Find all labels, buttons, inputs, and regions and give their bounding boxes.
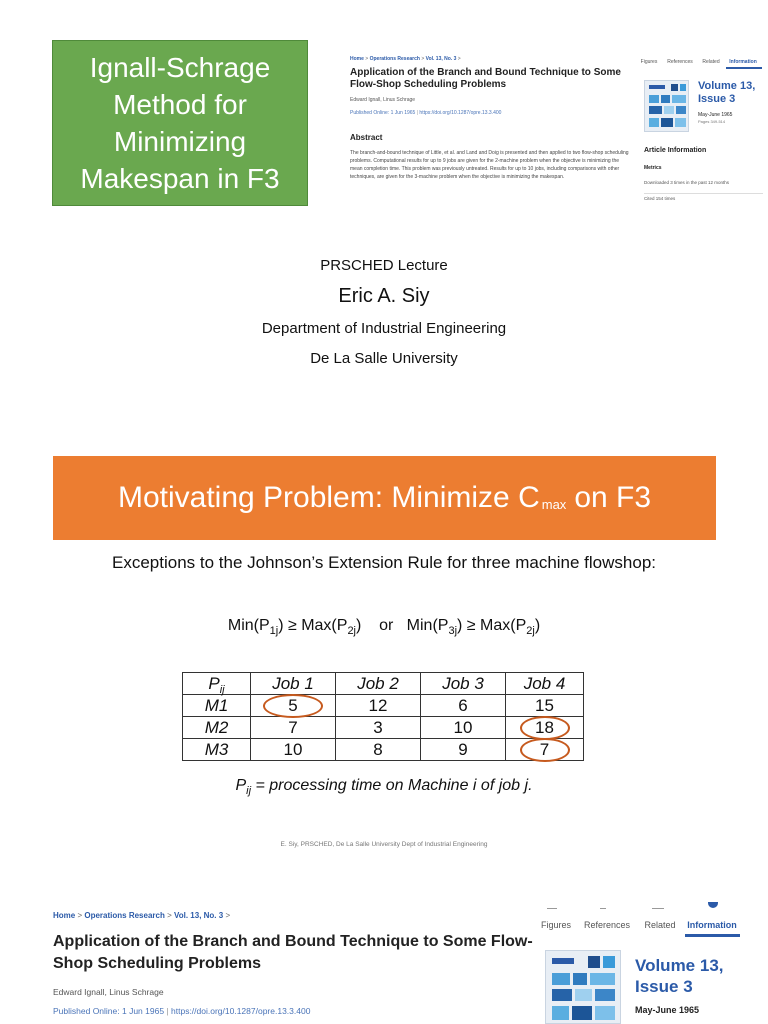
banner-end: on F3 [574,481,652,514]
university-name: De La Salle University [310,350,458,367]
issue-date: May-June 1965 [635,1005,700,1015]
cell-m2-job2: 3 [336,717,421,739]
cell-m3-job1: 10 [251,739,336,761]
processing-time-table [182,672,584,761]
issue-date: May-June 1965 [698,112,733,118]
active-tab-underline [685,934,740,937]
related-icon [652,908,664,909]
active-tab-underline [726,67,762,69]
abstract-heading: Abstract [350,133,383,142]
metrics-divider [644,193,763,194]
article-tabs [535,920,745,930]
figures-icon [547,905,557,909]
tab-figures[interactable]: Figures [640,59,658,65]
highlight-circle [520,738,570,762]
tab-references[interactable]: References [667,59,693,65]
header-job4: Job 4 [506,673,584,695]
tab-information[interactable]: Information [729,59,757,65]
cell-m3-job3: 9 [421,739,506,761]
title-box [52,40,308,206]
volume-label: Volume 13, Issue 3 [698,80,756,105]
breadcrumb-home[interactable]: Home [53,911,76,920]
breadcrumb: Home > Operations Research > Vol. 13, No. 3 > [53,911,231,920]
references-icon [600,905,606,909]
tab-related[interactable]: Related [644,920,676,930]
row-label-m2: M2 [183,717,251,739]
header-job1: Job 1 [251,673,336,695]
table-corner: $P_{ij}$ [183,673,251,695]
slide-footer: E. Siy, PRSCHED, De La Salle University Dept of Industrial Engineering [280,841,488,848]
lecture-label: PRSCHED Lecture [320,257,448,274]
header-job2: Job 2 [336,673,421,695]
cell-m1-job3: 6 [421,695,506,717]
breadcrumb-journal[interactable]: Operations Research [369,56,420,62]
highlight-circle [520,716,570,740]
breadcrumb-home[interactable]: Home [350,56,364,62]
doi-link[interactable]: https://doi.org/10.1287/opre.13.3.400 [171,1006,311,1016]
tab-information[interactable]: Information [687,920,737,930]
banner-subscript: max [541,496,567,512]
exceptions-text: Exceptions to the Johnson’s Extension Rule for three machine flowshop: [112,553,656,572]
tab-figures[interactable]: Figures [540,920,571,930]
metrics-heading: Metrics [644,165,662,171]
johnson-formula: $Min(P_{1j}) \ge Max(P_{2j})$ or $Min(P_{3j}) \ge Max(P_{2j})$ [227,617,541,637]
issue-pages: Pages 349-514 [698,119,726,124]
article-tabs [635,59,765,65]
cell-m2-job1: 7 [251,717,336,739]
table-row [183,695,584,717]
journal-cover [545,950,621,1024]
slide-title: Ignall-Schrage Method for Minimizing Makespan in F3 [80,52,280,194]
cell-m2-job3: 10 [421,717,506,739]
cell-m1-job1: 5 [251,695,336,717]
cell-m1-job2: 12 [336,695,421,717]
article-title: Application of the Branch and Bound Technique to Some Flow-Shop Scheduling Problems [350,67,621,90]
doi-link[interactable]: https://doi.org/10.1287/opre.13.3.400 [419,110,502,116]
table-row [183,717,584,739]
citations-count: Cited 154 times [644,196,676,201]
article-published: Published Online: 1 Jun 1965 | https://doi.org/10.1287/opre.13.3.400 [350,110,502,116]
cell-m3-job2: 8 [336,739,421,761]
breadcrumb-volume[interactable]: Vol. 13, No. 3 [174,911,224,920]
cell-m2-job4: 18 [506,717,584,739]
article-authors: Edward Ignall, Linus Schrage [350,97,416,103]
highlight-circle [263,694,323,718]
author-name: Eric A. Siy [338,285,430,307]
journal-cover [644,80,689,132]
volume-label: Volume 13, Issue 3 [635,956,724,996]
breadcrumb: Home > Operations Research > Vol. 13, No. 3 > [350,56,461,62]
cell-m3-job4: 7 [506,739,584,761]
table-row [183,739,584,761]
article-authors: Edward Ignall, Linus Schrage [53,987,164,997]
row-label-m3: M3 [183,739,251,761]
abstract-text: The branch-and-bound technique of Little, et al. and Land and Doig is presented and then applied to two flow-shop scheduling problems. Computational results for up to 9 jobs are given for the 2-machine problem when the objective is minimizing the mean completion time. This problem was previously untreated. Results for up to 10 jobs, including comparisons with other techniques, are given for the 3-machine problem when the objective is minimizing the makespan. [350,150,629,180]
header-job3: Job 3 [421,673,506,695]
article-info-heading: Article Information [644,147,707,154]
table-header-row [183,673,584,695]
row-label-m1: M1 [183,695,251,717]
information-icon [708,902,718,908]
article-title: Application of the Branch and Bound Technique to Some Flow-Shop Scheduling Problems [53,933,533,972]
department-name: Department of Industrial Engineering [261,320,507,337]
tab-references[interactable]: References [583,920,631,930]
breadcrumb-volume[interactable]: Vol. 13, No. 3 [425,56,457,62]
banner-main: Motivating Problem: Minimize C [117,481,540,514]
slide-banner [53,456,716,540]
breadcrumb-journal[interactable]: Operations Research [84,911,165,920]
tab-related[interactable]: Related [702,59,720,65]
article-screenshot-top [345,48,765,206]
downloads-count: Downloaded 3 times in the past 12 months [644,180,730,185]
article-published: Published Online: 1 Jun 1965 | https://doi.org/10.1287/opre.13.3.400 [53,1006,311,1016]
table-caption: $P_{ij}$ = processing time on Machine i of job j. [235,777,533,797]
cell-m1-job4: 15 [506,695,584,717]
